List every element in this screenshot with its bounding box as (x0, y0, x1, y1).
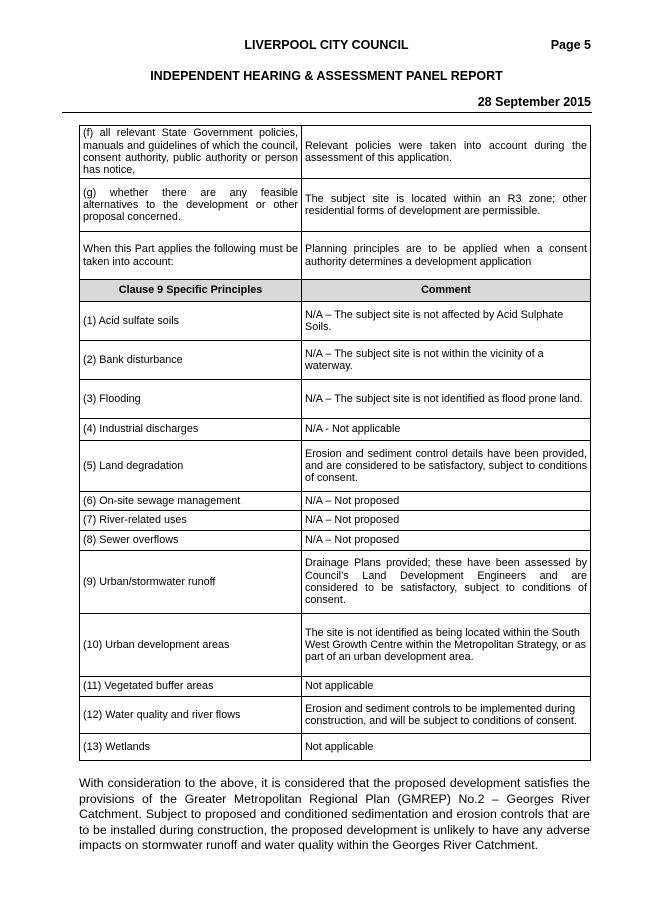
principle-cell: (7) River-related uses (80, 511, 302, 531)
principle-cell: (2) Bank disturbance (80, 341, 302, 380)
comment-cell: Erosion and sediment controls to be implemented during construction, and will be subject to conditions of consent. (302, 697, 591, 734)
comment-cell: N/A – Not proposed (302, 492, 591, 511)
comment-cell: Planning principles are to be applied when a consent authority determines a development application (302, 232, 591, 280)
principle-cell: (10) Urban development areas (80, 614, 302, 677)
table-row (80, 492, 591, 511)
principle-cell: (4) Industrial discharges (80, 419, 302, 441)
table-row (80, 302, 591, 341)
conclusion-paragraph: With consideration to the above, it is considered that the proposed development satisfies the provisions of the Greater Metropolitan Regional Plan (GMREP) No.2 – Georges River Catchment. Subject to proposed and conditioned sedimentation and erosion controls that are to be installed during construction, the proposed development is unlikely to have any adverse impacts on stormwater runoff and water quality within the Georges River Catchment. (79, 776, 590, 852)
comment-cell: The subject site is located within an R3 zone; other residential forms of development are permissible. (302, 179, 591, 232)
report-title: INDEPENDENT HEARING & ASSESSMENT PANEL REPORT (150, 69, 503, 83)
comment-cell: Not applicable (302, 734, 591, 761)
assessment-table (79, 125, 591, 761)
table-row (80, 380, 591, 419)
page-number: Page 5 (550, 38, 591, 52)
table-row (80, 341, 591, 380)
principle-cell: (9) Urban/stormwater runoff (80, 551, 302, 614)
comment-cell: N/A – The subject site is not identified as flood prone land. (302, 380, 591, 419)
table-row (80, 697, 591, 734)
table-row (80, 677, 591, 697)
table-header-row (80, 280, 591, 302)
table-row (80, 126, 591, 179)
table-row (80, 614, 591, 677)
principle-cell: (8) Sewer overflows (80, 531, 302, 551)
principle-cell: (11) Vegetated buffer areas (80, 677, 302, 697)
comment-cell: N/A – Not proposed (302, 531, 591, 551)
header-rule (62, 112, 592, 113)
principle-cell: (5) Land degradation (80, 441, 302, 492)
table-row (80, 232, 591, 280)
table-row (80, 511, 591, 531)
table-row (80, 734, 591, 761)
comment-cell: N/A - Not applicable (302, 419, 591, 441)
report-date: 28 September 2015 (477, 95, 591, 109)
comment-cell: Relevant policies were taken into account during the assessment of this application. (302, 126, 591, 179)
principle-cell: (6) On-site sewage management (80, 492, 302, 511)
table-row (80, 179, 591, 232)
table-row (80, 419, 591, 441)
criterion-cell: (f) all relevant State Government policies, manuals and guidelines of which the council, consent authority, public authority or person has notice, (80, 126, 302, 179)
comment-cell: Drainage Plans provided; these have been assessed by Council’s Land Development Engineers and are considered to be satisfactory, subject to conditions of consent. (302, 551, 591, 614)
criterion-cell: When this Part applies the following must be taken into account: (80, 232, 302, 280)
criterion-cell: (g) whether there are any feasible alternatives to the development or other proposal concerned. (80, 179, 302, 232)
principle-column-header: Clause 9 Specific Principles (80, 280, 302, 302)
table-row (80, 531, 591, 551)
principle-cell: (13) Wetlands (80, 734, 302, 761)
table-row (80, 441, 591, 492)
comment-cell: The site is not identified as being located within the South West Growth Centre within the Metropolitan Strategy, or as part of an urban development area. (302, 614, 591, 677)
principle-cell: (12) Water quality and river flows (80, 697, 302, 734)
comment-cell: N/A – Not proposed (302, 511, 591, 531)
comment-cell: Erosion and sediment control details have been provided, and are considered to be satisfactory, subject to conditions of consent. (302, 441, 591, 492)
comment-cell: N/A – The subject site is not affected by Acid Sulphate Soils. (302, 302, 591, 341)
comment-cell: N/A – The subject site is not within the vicinity of a waterway. (302, 341, 591, 380)
principle-cell: (3) Flooding (80, 380, 302, 419)
comment-cell: Not applicable (302, 677, 591, 697)
table-row (80, 551, 591, 614)
principle-cell: (1) Acid sulfate soils (80, 302, 302, 341)
comment-column-header: Comment (302, 280, 591, 302)
council-name: LIVERPOOL CITY COUNCIL (244, 38, 409, 52)
